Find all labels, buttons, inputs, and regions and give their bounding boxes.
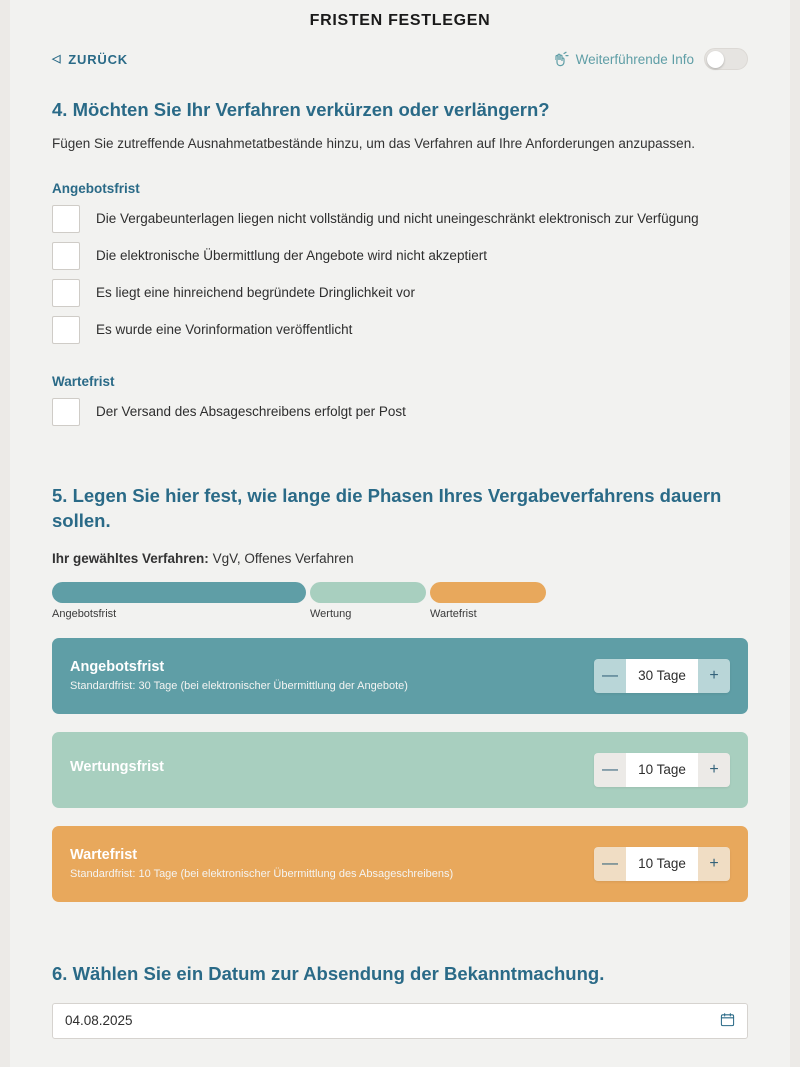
- checkbox-wartefrist-1[interactable]: [52, 398, 80, 426]
- toggle-knob: [707, 51, 724, 68]
- checkbox-label: Der Versand des Absageschreibens erfolgt per Post: [96, 404, 406, 420]
- chosen-procedure-value: VgV, Offenes Verfahren: [212, 550, 354, 566]
- chosen-procedure: [52, 551, 748, 566]
- calendar-icon[interactable]: [720, 1012, 735, 1030]
- info-toggle-group: [553, 48, 748, 70]
- checkbox-label: Die Vergabeunterlagen liegen nicht vollständig und nicht uneingeschränkt elektronisch zur Verfügung: [96, 211, 699, 227]
- phase-text-block: [70, 759, 164, 780]
- page-title: FRISTEN FESTLEGEN: [309, 12, 491, 29]
- group-label-wartefrist: Wartefrist: [52, 373, 115, 389]
- stepper-value[interactable]: 10 Tage: [626, 847, 698, 881]
- back-button-label: ZURÜCK: [68, 51, 128, 67]
- timeline-caption: Angebotsfrist: [52, 607, 117, 620]
- info-toggle-switch[interactable]: [704, 48, 748, 70]
- checkbox-angebotsfrist-3[interactable]: [52, 279, 80, 307]
- question-4-title: 4. Möchten Sie Ihr Verfahren verkürzen oder verlängern?: [52, 99, 550, 120]
- timeline-caption: Wertung: [310, 607, 352, 620]
- phase-name: Wartefrist: [70, 847, 138, 864]
- topbar: [0, 30, 800, 70]
- timeline-caption: Wartefrist: [430, 607, 477, 620]
- phase-note: Standardfrist: 30 Tage (bei elektronischer Übermittlung der Angebote): [70, 680, 408, 693]
- timeline-segment-angebotsfrist: [52, 582, 306, 620]
- timeline-bar: [310, 582, 426, 603]
- date-input-value[interactable]: 04.08.2025: [65, 1013, 133, 1029]
- phase-name: Wertungsfrist: [70, 759, 164, 776]
- phase-card-angebotsfrist: [52, 638, 748, 714]
- page-edge-left: [0, 0, 10, 1067]
- main-content: [0, 98, 800, 1039]
- page-edge-right: [790, 0, 800, 1067]
- increment-button[interactable]: +: [698, 847, 730, 881]
- checkbox-label: Die elektronische Übermittlung der Angebote wird nicht akzeptiert: [96, 248, 487, 264]
- checkbox-label: Es wurde eine Vorinformation veröffentlicht: [96, 322, 353, 338]
- info-label: Weiterführende Info: [575, 51, 694, 67]
- phase-card-wertungsfrist: [52, 732, 748, 808]
- chosen-procedure-label: Ihr gewähltes Verfahren:: [52, 550, 209, 566]
- increment-button[interactable]: +: [698, 659, 730, 693]
- question-4-subtitle: Fügen Sie zutreffende Ausnahmetatbestände hinzu, um das Verfahren auf Ihre Anforderungen anzupassen.: [52, 135, 695, 151]
- phase-text-block: [70, 659, 408, 692]
- phase-name: Angebotsfrist: [70, 659, 165, 676]
- back-button[interactable]: [52, 52, 128, 67]
- checkbox-angebotsfrist-4[interactable]: [52, 316, 80, 344]
- list-item[interactable]: [52, 242, 748, 270]
- chevron-left-icon: ◁: [52, 52, 62, 65]
- phase-note: Standardfrist: 10 Tage (bei elektronischer Übermittlung des Absageschreibens): [70, 868, 454, 881]
- list-item[interactable]: [52, 205, 748, 233]
- stepper-value[interactable]: 10 Tage: [626, 753, 698, 787]
- stepper-value[interactable]: 30 Tage: [626, 659, 698, 693]
- info-hand-icon: [553, 51, 569, 67]
- date-input[interactable]: [52, 1003, 748, 1039]
- timeline-segment-wartefrist: [430, 582, 546, 620]
- question-6-title: 6. Wählen Sie ein Datum zur Absendung der Bekanntmachung.: [52, 962, 605, 984]
- list-item[interactable]: [52, 316, 748, 344]
- group-label-angebotsfrist: Angebotsfrist: [52, 180, 140, 196]
- timeline-bar: [430, 582, 546, 603]
- question-5-title: 5. Legen Sie hier fest, wie lange die Phasen Ihres Vergabeverfahrens dauern sollen.: [52, 484, 722, 531]
- stepper-angebotsfrist[interactable]: [594, 659, 730, 693]
- list-item[interactable]: [52, 279, 748, 307]
- timeline-bar: [52, 582, 306, 603]
- increment-button[interactable]: +: [698, 753, 730, 787]
- checkbox-label: Es liegt eine hinreichend begründete Dringlichkeit vor: [96, 285, 415, 301]
- phase-card-wartefrist: [52, 826, 748, 902]
- stepper-wartefrist[interactable]: [594, 847, 730, 881]
- phase-text-block: [70, 847, 453, 880]
- decrement-button[interactable]: —: [594, 753, 626, 787]
- timeline-bars: [52, 582, 748, 620]
- info-label-wrap[interactable]: [553, 51, 694, 67]
- list-item[interactable]: [52, 398, 748, 426]
- timeline-segment-wertung: [310, 582, 426, 620]
- decrement-button[interactable]: —: [594, 847, 626, 881]
- checkbox-angebotsfrist-1[interactable]: [52, 205, 80, 233]
- stepper-wertungsfrist[interactable]: [594, 753, 730, 787]
- checkbox-angebotsfrist-2[interactable]: [52, 242, 80, 270]
- decrement-button[interactable]: —: [594, 659, 626, 693]
